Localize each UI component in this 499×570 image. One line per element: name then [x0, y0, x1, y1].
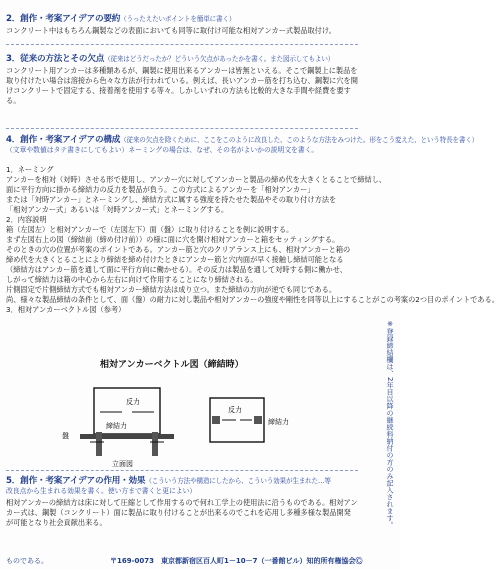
label-elevation: 立面図 [112, 460, 133, 468]
section-5-sub: 改良点から生まれる効果を書く。使い方まで書くと更によい） [6, 487, 197, 495]
section-4 [6, 135, 499, 315]
section-4-line: 片側固定で片側締結方式でも相対アンカー締結方法は成り立つ。また締結の方向が逆でも同じである。 [6, 285, 337, 294]
section-4-line: しがって締結力は箱の中心から左右に向けて作用することになり締結される。 [6, 275, 258, 284]
anchor-plan-left [212, 416, 220, 424]
section-4-line: 2．内容説明 [6, 215, 47, 224]
board-surface [80, 434, 174, 439]
section-5-note: （こういう方法や構造にしたから、こういう効果が生まれた…等 [145, 477, 331, 485]
anchor-right [152, 432, 158, 456]
section-4-line: 1．ネーミング [6, 165, 54, 174]
section-3-note: （従来はどうだったか？どういう欠点があったかを書く。また図示してもよい） [104, 55, 335, 63]
section-4-line: 尚、様々な製品締結の条件として、面（盤）の耐力に対し製品や相対アンカーの強度や剛性を同等以上にすることがこの考案の2つ目のポイントである。 [6, 295, 499, 304]
label-clamp-plan: 締結力 [268, 418, 289, 426]
section-4-body [6, 165, 499, 315]
section-2-body: コンクリート中はもちろん鋼製などの表面においても同等に取付け可能な相対アンカー式製品取付け。 [6, 26, 336, 35]
divider [6, 44, 358, 45]
section-4-line: まず左図右上の図（締結前（締め付け前））の様に面に穴を開け相対アンカーと箱をセッティングする。 [6, 235, 340, 244]
label-force: 反力 [126, 398, 140, 406]
section-5-heading: 5．創作・考案アイデアの作用・効果（こういう方法や構造にしたから、こういう効果が生まれた…等 [6, 476, 331, 486]
section-4-line: または「対時アンカー」とネーミングし、締結方式に属する強度を持たせた製品やその取り付け方法を [6, 195, 337, 204]
section-4-line: そのときの穴の位置が考案のポイントである。アンカー筋と穴のクリアランス上にも、相対アンカーと箱の [6, 245, 351, 254]
label-board: 盤 [62, 432, 69, 440]
section-5-body: 相対アンカーの締結方は床に対して圧縮として作用するので何れ工学上の使用法に沿うものである。相対アンカー式は、鋼製（コンクリート）面に製品に取り付けることが出来るのでこれを応用し多種多様な製品開発が可能となり社会貢献出来る。 [6, 498, 358, 527]
section-4-sub: （文章や数値はタテ書きにしてもよい）ネーミングの場合は、なぜ、その名がよいかの説明文を書く。 [6, 146, 319, 154]
section-4-line: 3．相対アンカーベクトル図（参考） [6, 305, 126, 314]
section-3-heading: 3．従来の方法とその欠点（従来はどうだったか？どういう欠点があったかを書く。また図示してもよい） [6, 54, 335, 64]
footer-left: ものである。 [6, 557, 48, 565]
section-4-line: （締結方はアンカー筋を通して面に平行方向に働かせる）。その反力は製品を通して対時する側に働かせ、 [6, 265, 347, 274]
footer [0, 556, 400, 568]
box-elevation [94, 388, 160, 434]
section-4-line: 箱（左図左）と相対アンカーで（左図左下）面（盤）に取り付けることを例に説明する。 [6, 225, 294, 234]
footer-address: 〒169-0073 東京都新宿区百人町1－10－7（一番館ビル）知的所有権協会Ⓒ [110, 557, 363, 565]
section-2-heading: 2．創作・考案アイデアの要約（うったえたいポイントを簡単に書く） [6, 14, 236, 24]
side-note: ※登録締結欄は、2年目以降の継続料納付の方のみ記入されます。 [386, 320, 394, 529]
diagram-title: 相対アンカーベクトル図（締結時） [100, 360, 244, 370]
section-4-heading: 4．創作・考案アイデアの構成（従来の欠点を除くために、ここをこのように改良した、このような方法をみつけた。形をこう変えた、という特長を書く） [6, 135, 479, 145]
section-5 [6, 476, 358, 538]
section-2-note: （うったえたいポイントを簡単に書く） [120, 15, 236, 23]
section-4-line: 締め代を大きくとることにより締結を締め付けたときにアンカー筋と穴内面が早く接触し締結可能となる [6, 255, 344, 264]
section-4-line: 「相対アンカー式」あるいは「対時アンカー式」とネーミングする。 [6, 205, 229, 214]
anchor-plan-right [254, 416, 262, 424]
label-force-plan: 反力 [228, 406, 242, 414]
divider [6, 470, 358, 471]
section-3-body: コンクリート用アンカーは多種類あるが、鋼製に使用出来るアンカーは皆無といえる。そこで鋼製上に製品を取り付けたい場合は溶接から色々な方法が行われている。例えば、長いアンカー筋を打ち込む、鋼製に穴を開けコンクリートで固定する、接着剤を使用する等々。しかしいずれの方法も比較的大きな手間や経費を要する。 [6, 66, 358, 105]
section-4-note: （従来の欠点を除くために、ここをこのように改良した、このような方法をみつけた。形をこう変えた、という特長を書く） [120, 136, 479, 144]
vector-diagram [60, 382, 310, 468]
section-3 [6, 54, 358, 110]
section-4-line: 面に平行方向に掛かる締結力の反力を製品が負う。この方式によるアンカーを「相対アンカー」 [6, 185, 315, 194]
label-clamp: 締結力 [106, 422, 127, 430]
section-4-line: アンカーを相対（対時）させる形で使用し、アンカー穴に対してアンカーと製品の締め代を大きくとることで締結し、 [6, 175, 387, 184]
section-2 [6, 14, 358, 46]
anchor-left [96, 432, 102, 456]
divider [6, 128, 358, 129]
